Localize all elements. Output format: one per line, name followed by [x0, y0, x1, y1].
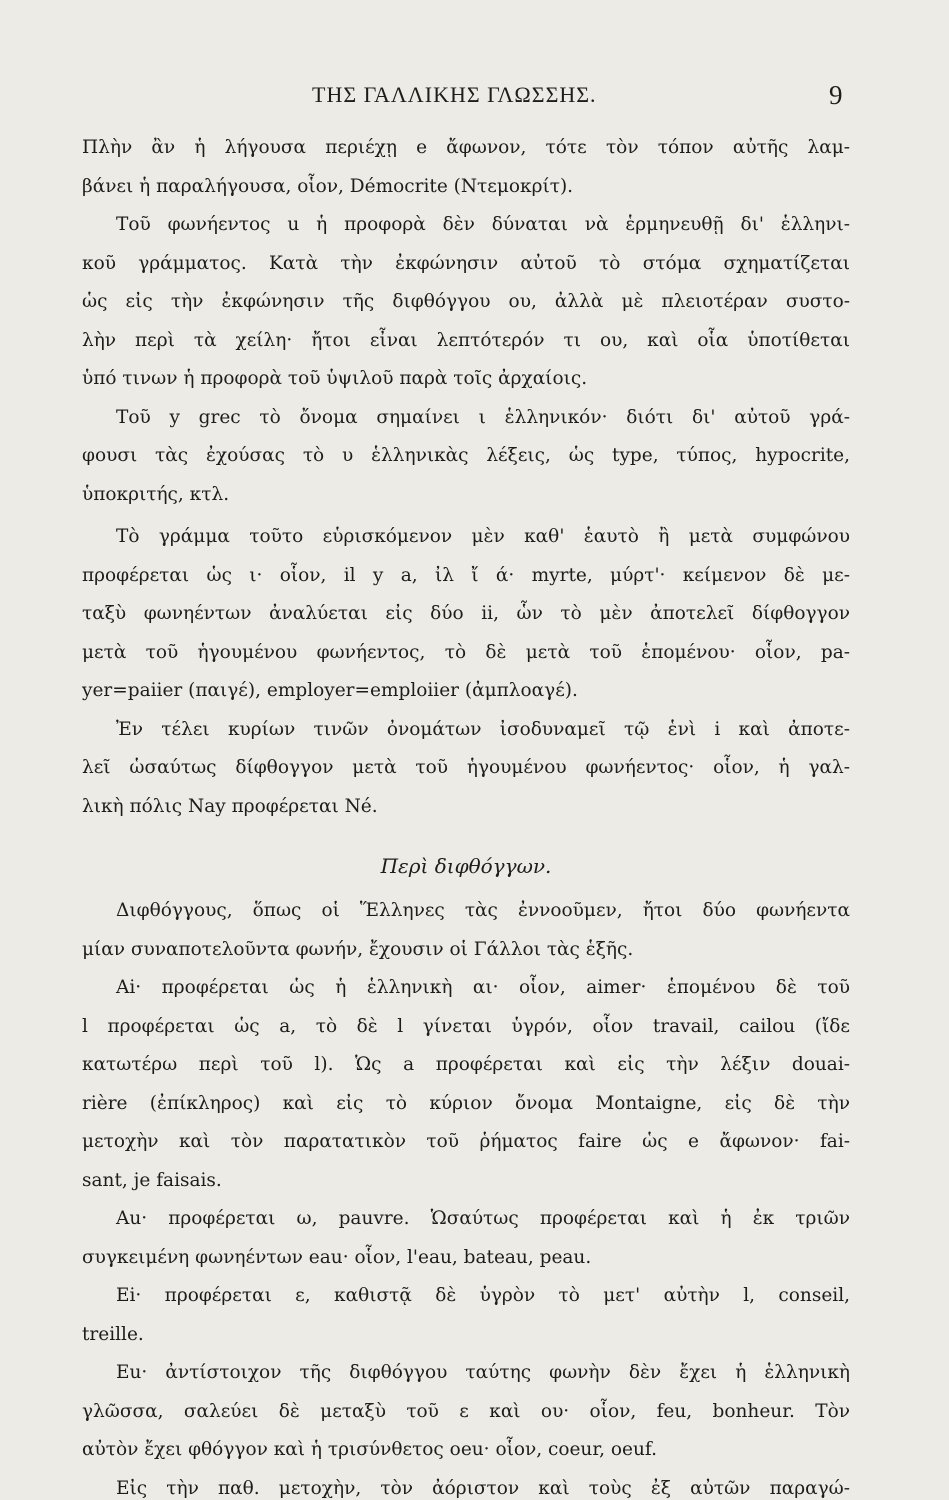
text-line: φουσι τὰς ἐχούσας τὸ υ ἑλληνικὰς λέξεις, ὡς type, τύπος, hypocrite,	[82, 445, 850, 466]
body-text	[82, 129, 850, 1500]
text-line: Διφθόγγους, ὅπως οἱ Ἕλληνες τὰς ἐννοοῦμεν, ἤτοι δύο φωνήεντα	[116, 900, 850, 921]
text-line: κατωτέρω περὶ τοῦ l). Ὡς a προφέρεται καὶ εἰς τὴν λέξιν douai-	[82, 1054, 850, 1075]
text-line: Τοῦ φωνήεντος u ἡ προφορὰ δὲν δύναται νὰ ἑρμηνευθῇ δι' ἑλληνι-	[116, 214, 850, 235]
text-line: συγκειμένη φωνηέντων eau· οἷον, l'eau, bateau, peau.	[82, 1246, 592, 1268]
text-line: Eu· ἀντίστοιχον τῆς διφθόγγου ταύτης φωνὴν δὲν ἔχει ἡ ἑλληνικὴ	[116, 1362, 850, 1383]
text-line: μετὰ τοῦ ἡγουμένου φωνήεντος, τὸ δὲ μετὰ τοῦ ἑπομένου· οἷον, pa-	[82, 641, 850, 663]
text-line: sant, je faisais.	[82, 1169, 222, 1191]
text-line: treille.	[82, 1323, 144, 1345]
text-line: μίαν συναποτελοῦντα φωνήν, ἔχουσιν οἱ Γάλλοι τὰς ἑξῆς.	[82, 938, 634, 960]
text-line: λὴν περὶ τὰ χείλη· ἤτοι εἶναι λεπτότερόν τι ου, καὶ οἷα ὑποτίθεται	[82, 329, 850, 351]
text-line: λεῖ ὡσαύτως δίφθογγον μετὰ τοῦ ἡγουμένου φωνήεντος· οἷον, ἡ γαλ-	[82, 757, 850, 778]
text-line: μετοχὴν καὶ τὸν παρατατικὸν τοῦ ῥήματος faire ὡς e ἄφωνον· fai-	[82, 1131, 850, 1152]
text-line: l προφέρεται ὡς a, τὸ δὲ l γίνεται ὑγρόν, οἷον travail, cailou (ἴδε	[82, 1015, 850, 1037]
text-line: προφέρεται ὡς ι· οἷον, il y a, ἰλ ἴ ά· myrte, μύρτ'· κείμενον δὲ με-	[82, 564, 850, 586]
text-line: ὑποκριτής, κτλ.	[82, 483, 230, 505]
text-line: Πλὴν ἂν ἡ λήγουσα περιέχῃ e ἄφωνον, τότε τὸν τόπον αὐτῆς λαμ-	[82, 137, 850, 158]
text-line: αὐτὸν ἔχει φθόγγον καὶ ἡ τρισύνθετος oeu· οἷον, coeur, oeuf.	[82, 1439, 657, 1460]
section-heading: Περὶ διφθόγγων.	[380, 854, 552, 878]
page-number: 9	[829, 80, 843, 110]
text-line: Ἐν τέλει κυρίων τινῶν ὀνομάτων ἰσοδυναμεῖ τῷ ἑνὶ i καὶ ἀποτε-	[116, 718, 850, 740]
text-line: βάνει ἡ παραλήγουσα, οἷον, Démocrite (Ντεμοκρίτ).	[82, 175, 574, 197]
text-line: ταξὺ φωνηέντων ἀναλύεται εἰς δύο ii, ὧν τὸ μὲν ἀποτελεῖ δίφθογγον	[82, 603, 850, 624]
text-line: κοῦ γράμματος. Κατὰ τὴν ἐκφώνησιν αὐτοῦ τὸ στόμα σχηματίζεται	[82, 252, 850, 274]
running-title: ΤΗΣ ΓΑΛΛΙΚΗΣ ΓΛΩΣΣΗΣ.	[312, 82, 597, 107]
text-line: rière (ἐπίκληρος) καὶ εἰς τὸ κύριον ὄνομα Montaigne, εἰς δὲ τὴν	[82, 1092, 850, 1114]
text-line: Ei· προφέρεται ε, καθιστᾷ δὲ ὑγρὸν τὸ μετ' αὐτὴν l, conseil,	[116, 1285, 850, 1306]
text-line: ὑπό τινων ἡ προφορὰ τοῦ ὑψιλοῦ παρὰ τοῖς ἀρχαίοις.	[82, 368, 588, 389]
text-line: Εἰς τὴν παθ. μετοχὴν, τὸν ἀόριστον καὶ τοὺς ἐξ αὐτῶν παραγώ-	[116, 1477, 850, 1499]
text-line: λικὴ πόλις Nay προφέρεται Né.	[82, 795, 378, 817]
text-line: Ai· προφέρεται ὡς ἡ ἑλληνικὴ αι· οἷον, aimer· ἑπομένου δὲ τοῦ	[116, 977, 850, 998]
text-line: ὡς εἰς τὴν ἐκφώνησιν τῆς διφθόγγου ου, ἀλλὰ μὲ πλειοτέραν συστο-	[82, 291, 850, 312]
text-line: Au· προφέρεται ω, pauvre. Ὡσαύτως προφέρεται καὶ ἡ ἐκ τριῶν	[116, 1208, 850, 1229]
text-line: Τὸ γράμμα τοῦτο εὑρισκόμενον μὲν καθ' ἑαυτὸ ἢ μετὰ συμφώνου	[116, 526, 850, 547]
text-line: γλῶσσα, σαλεύει δὲ μεταξὺ τοῦ ε καὶ ου· οἷον, feu, bonheur. Τὸν	[82, 1400, 850, 1422]
text-line: Τοῦ y grec τὸ ὄνομα σημαίνει ι ἑλληνικόν· διότι δι' αὐτοῦ γρά-	[116, 406, 850, 428]
text-line: yer=paiier (παιγέ), employer=emploiier (ἀμπλοαγέ).	[82, 680, 578, 701]
